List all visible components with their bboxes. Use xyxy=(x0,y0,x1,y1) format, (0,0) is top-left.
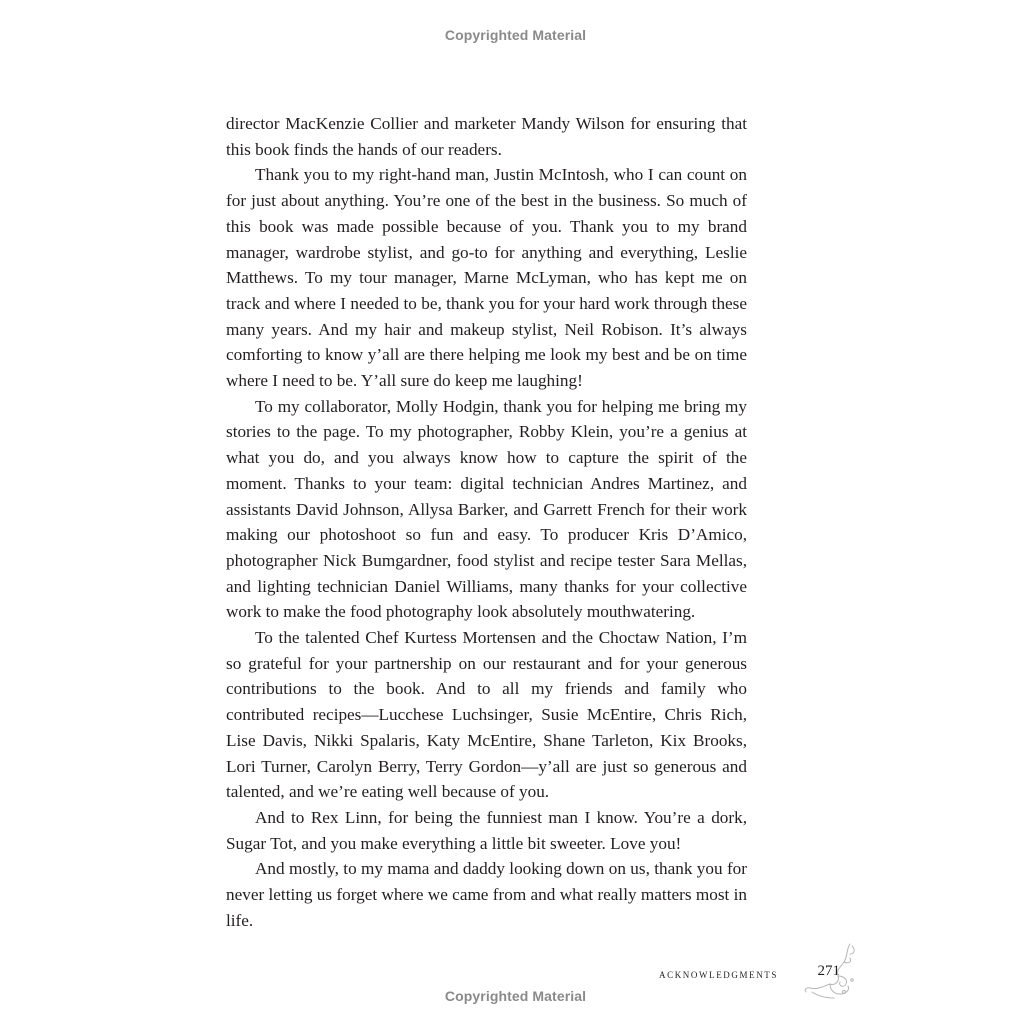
running-footer xyxy=(560,963,840,985)
footer-section-title: acknowledgments xyxy=(659,967,778,981)
acknowledgments-body xyxy=(226,111,747,934)
paragraph-4: To the talented Chef Kurtess Mortensen and the Choctaw Nation, I’m so grateful for your partnership on our restaurant and for your generous contributions to the book. And to all my friends and family who contributed recipes—Lucchese Luchsinger, Susie McEntire, Chris Rich, Lise Davis, Nikki Spalaris, Katy McEntire, Shane Tarleton, Kix Brooks, Lori Turner, Carolyn Berry, Terry Gordon—y’all are just so generous and talented, and we’re eating well because of you. xyxy=(226,628,747,802)
copyright-watermark-top: Copyrighted Material xyxy=(444,27,587,43)
paragraph-6: And mostly, to my mama and daddy looking down on us, thank you for never letting us forget where we came from and what really matters most in life. xyxy=(226,859,747,930)
paragraph-3: To my collaborator, Molly Hodgin, thank you for helping me bring my stories to the page. To my photographer, Robby Klein, you’re a genius at what you do, and you always know how to capture the spirit of the moment. Thanks to your team: digital technician Andres Martinez, and assistants David Johnson, Allysa Barker, and Garrett French for their work making our photoshoot so fun and easy. To producer Kris D’Amico, photographer Nick Bumgardner, food stylist and recipe tester Sara Mellas, and lighting technician Daniel Williams, many thanks for your collective work to make the food photography look absolutely mouthwatering. xyxy=(226,396,747,622)
page-number: 271 xyxy=(817,963,840,979)
paragraph-5: And to Rex Linn, for being the funniest man I know. You’re a dork, Sugar Tot, and you make everything a little bit sweeter. Love you! xyxy=(226,807,747,853)
paragraph-1: director MacKenzie Collier and marketer Mandy Wilson for ensuring that this book finds the hands of our readers. xyxy=(226,114,747,159)
paragraph-2: Thank you to my right-hand man, Justin McIntosh, who I can count on for just about anything. You’re one of the best in the business. So much of this book was made possible because of you. Thank you to my brand manager, wardrobe stylist, and go-to for anything and everything, Leslie Matthews. To my tour manager, Marne McLyman, who has kept me on track and where I needed to be, thank you for your hard work through these many years. And my hair and makeup stylist, Neil Robison. It’s always comforting to know y’all are there helping me look my best and be on time where I need to be. Y’all sure do keep me laughing! xyxy=(226,165,747,391)
copyright-watermark-bottom: Copyrighted Material xyxy=(444,988,587,1004)
